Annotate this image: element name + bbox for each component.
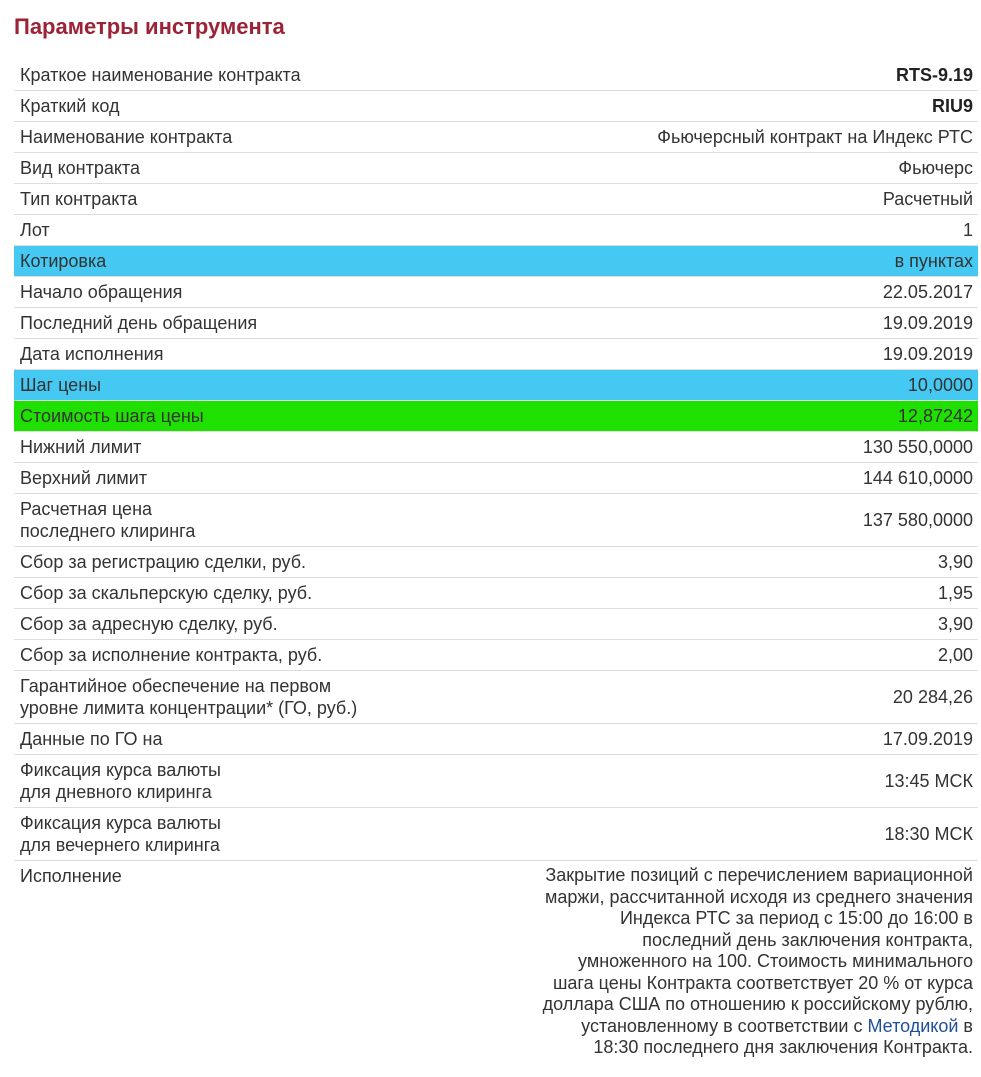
execution-line: доллара США по отношению к российскому рублю,: [542, 994, 973, 1014]
table-row: [14, 91, 978, 122]
execution-line: маржи, рассчитанной исходя из среднего значения: [545, 886, 973, 907]
table-row-highlighted-tick-value: [14, 401, 978, 432]
table-row: [14, 578, 978, 609]
row-value: 13:45 МСК: [439, 755, 978, 808]
table-row: [14, 671, 978, 724]
row-label: Данные по ГО на: [14, 724, 439, 755]
row-value: 20 284,26: [439, 671, 978, 724]
execution-description: [439, 861, 978, 1063]
row-value: Фьючерсный контракт на Индекс РТС: [439, 122, 978, 153]
row-value: RIU9: [439, 91, 978, 122]
row-value: 19.09.2019: [439, 339, 978, 370]
row-value: 3,90: [439, 609, 978, 640]
row-label: Котировка: [14, 246, 439, 277]
row-value: RTS-9.19: [439, 60, 978, 91]
row-label: Наименование контракта: [14, 122, 439, 153]
row-label: Вид контракта: [14, 153, 439, 184]
row-label: Дата исполнения: [14, 339, 439, 370]
table-row-execution: [14, 861, 978, 1063]
table-row: [14, 308, 978, 339]
row-label: Краткий код: [14, 91, 439, 122]
row-label: [14, 808, 439, 861]
row-value: 19.09.2019: [439, 308, 978, 339]
page-title: Параметры инструмента: [14, 14, 285, 39]
table-row-highlighted-quote: [14, 246, 978, 277]
row-label: Сбор за исполнение контракта, руб.: [14, 640, 439, 671]
row-label: Сбор за скальперскую сделку, руб.: [14, 578, 439, 609]
execution-line: последний день заключения контракта,: [642, 929, 973, 950]
execution-line-text: в: [958, 1015, 973, 1036]
row-label: [14, 494, 439, 547]
execution-line-text: установленному в соответствии с: [581, 1015, 868, 1036]
row-label: Исполнение: [20, 866, 122, 886]
row-label: Стоимость шага цены: [14, 401, 439, 432]
table-row: [14, 184, 978, 215]
row-value: Фьючерс: [439, 153, 978, 184]
row-label: Последний день обращения: [14, 308, 439, 339]
row-value: Расчетный: [439, 184, 978, 215]
table-row: [14, 432, 978, 463]
row-value: 17.09.2019: [439, 724, 978, 755]
table-row: [14, 60, 978, 91]
row-label: Верхний лимит: [14, 463, 439, 494]
row-label: Начало обращения: [14, 277, 439, 308]
table-row: [14, 755, 978, 808]
row-value: 137 580,0000: [439, 494, 978, 547]
row-label-line: для дневного клиринга: [20, 782, 212, 802]
table-row: [14, 277, 978, 308]
table-row: [14, 463, 978, 494]
row-value: 144 610,0000: [439, 463, 978, 494]
execution-line: шага цены Контракта соответствует 20 % от курса: [552, 972, 973, 993]
row-label: Лот: [14, 215, 439, 246]
row-value: 12,87242: [439, 401, 978, 432]
row-label-line: Расчетная цена: [20, 499, 153, 519]
row-value: 1: [439, 215, 978, 246]
row-label: Нижний лимит: [14, 432, 439, 463]
execution-line: 18:30 последнего дня заключения Контракта.: [593, 1037, 973, 1057]
row-label-line: последнего клиринга: [20, 521, 196, 541]
row-label-line: для вечернего клиринга: [20, 835, 220, 855]
execution-line: Индекса РТС за период с 15:00 до 16:00 в: [619, 908, 973, 928]
row-value: 130 550,0000: [439, 432, 978, 463]
table-row: [14, 609, 978, 640]
row-value: в пунктах: [439, 246, 978, 277]
row-value: 2,00: [439, 640, 978, 671]
table-row-highlighted-tick: [14, 370, 978, 401]
instrument-params-table: [14, 60, 978, 1063]
row-label: Краткое наименование контракта: [14, 60, 439, 91]
row-value: 18:30 МСК: [439, 808, 978, 861]
table-row: [14, 153, 978, 184]
row-label: [14, 755, 439, 808]
row-value: 10,0000: [439, 370, 978, 401]
table-row: [14, 640, 978, 671]
row-label: Тип контракта: [14, 184, 439, 215]
execution-line: Закрытие позиций с перечислением вариационной: [545, 865, 973, 885]
row-value: 22.05.2017: [439, 277, 978, 308]
table-row: [14, 808, 978, 861]
row-label: Сбор за адресную сделку, руб.: [14, 609, 439, 640]
row-label-line: Фиксация курса валюты: [20, 813, 221, 833]
execution-line: умноженного на 100. Стоимость минимального: [578, 951, 973, 971]
table-row: [14, 547, 978, 578]
row-label: Шаг цены: [14, 370, 439, 401]
row-label: Сбор за регистрацию сделки, руб.: [14, 547, 439, 578]
row-label-line: Фиксация курса валюты: [20, 760, 221, 780]
table-row: [14, 724, 978, 755]
table-row: [14, 215, 978, 246]
methodology-link[interactable]: Методикой: [867, 1015, 959, 1036]
table-row: [14, 494, 978, 547]
table-row: [14, 122, 978, 153]
table-row: [14, 339, 978, 370]
row-label: [14, 671, 439, 724]
row-value: 1,95: [439, 578, 978, 609]
row-label-line: уровне лимита концентрации* (ГО, руб.): [20, 698, 358, 718]
row-label-line: Гарантийное обеспечение на первом: [20, 676, 332, 696]
row-value: 3,90: [439, 547, 978, 578]
